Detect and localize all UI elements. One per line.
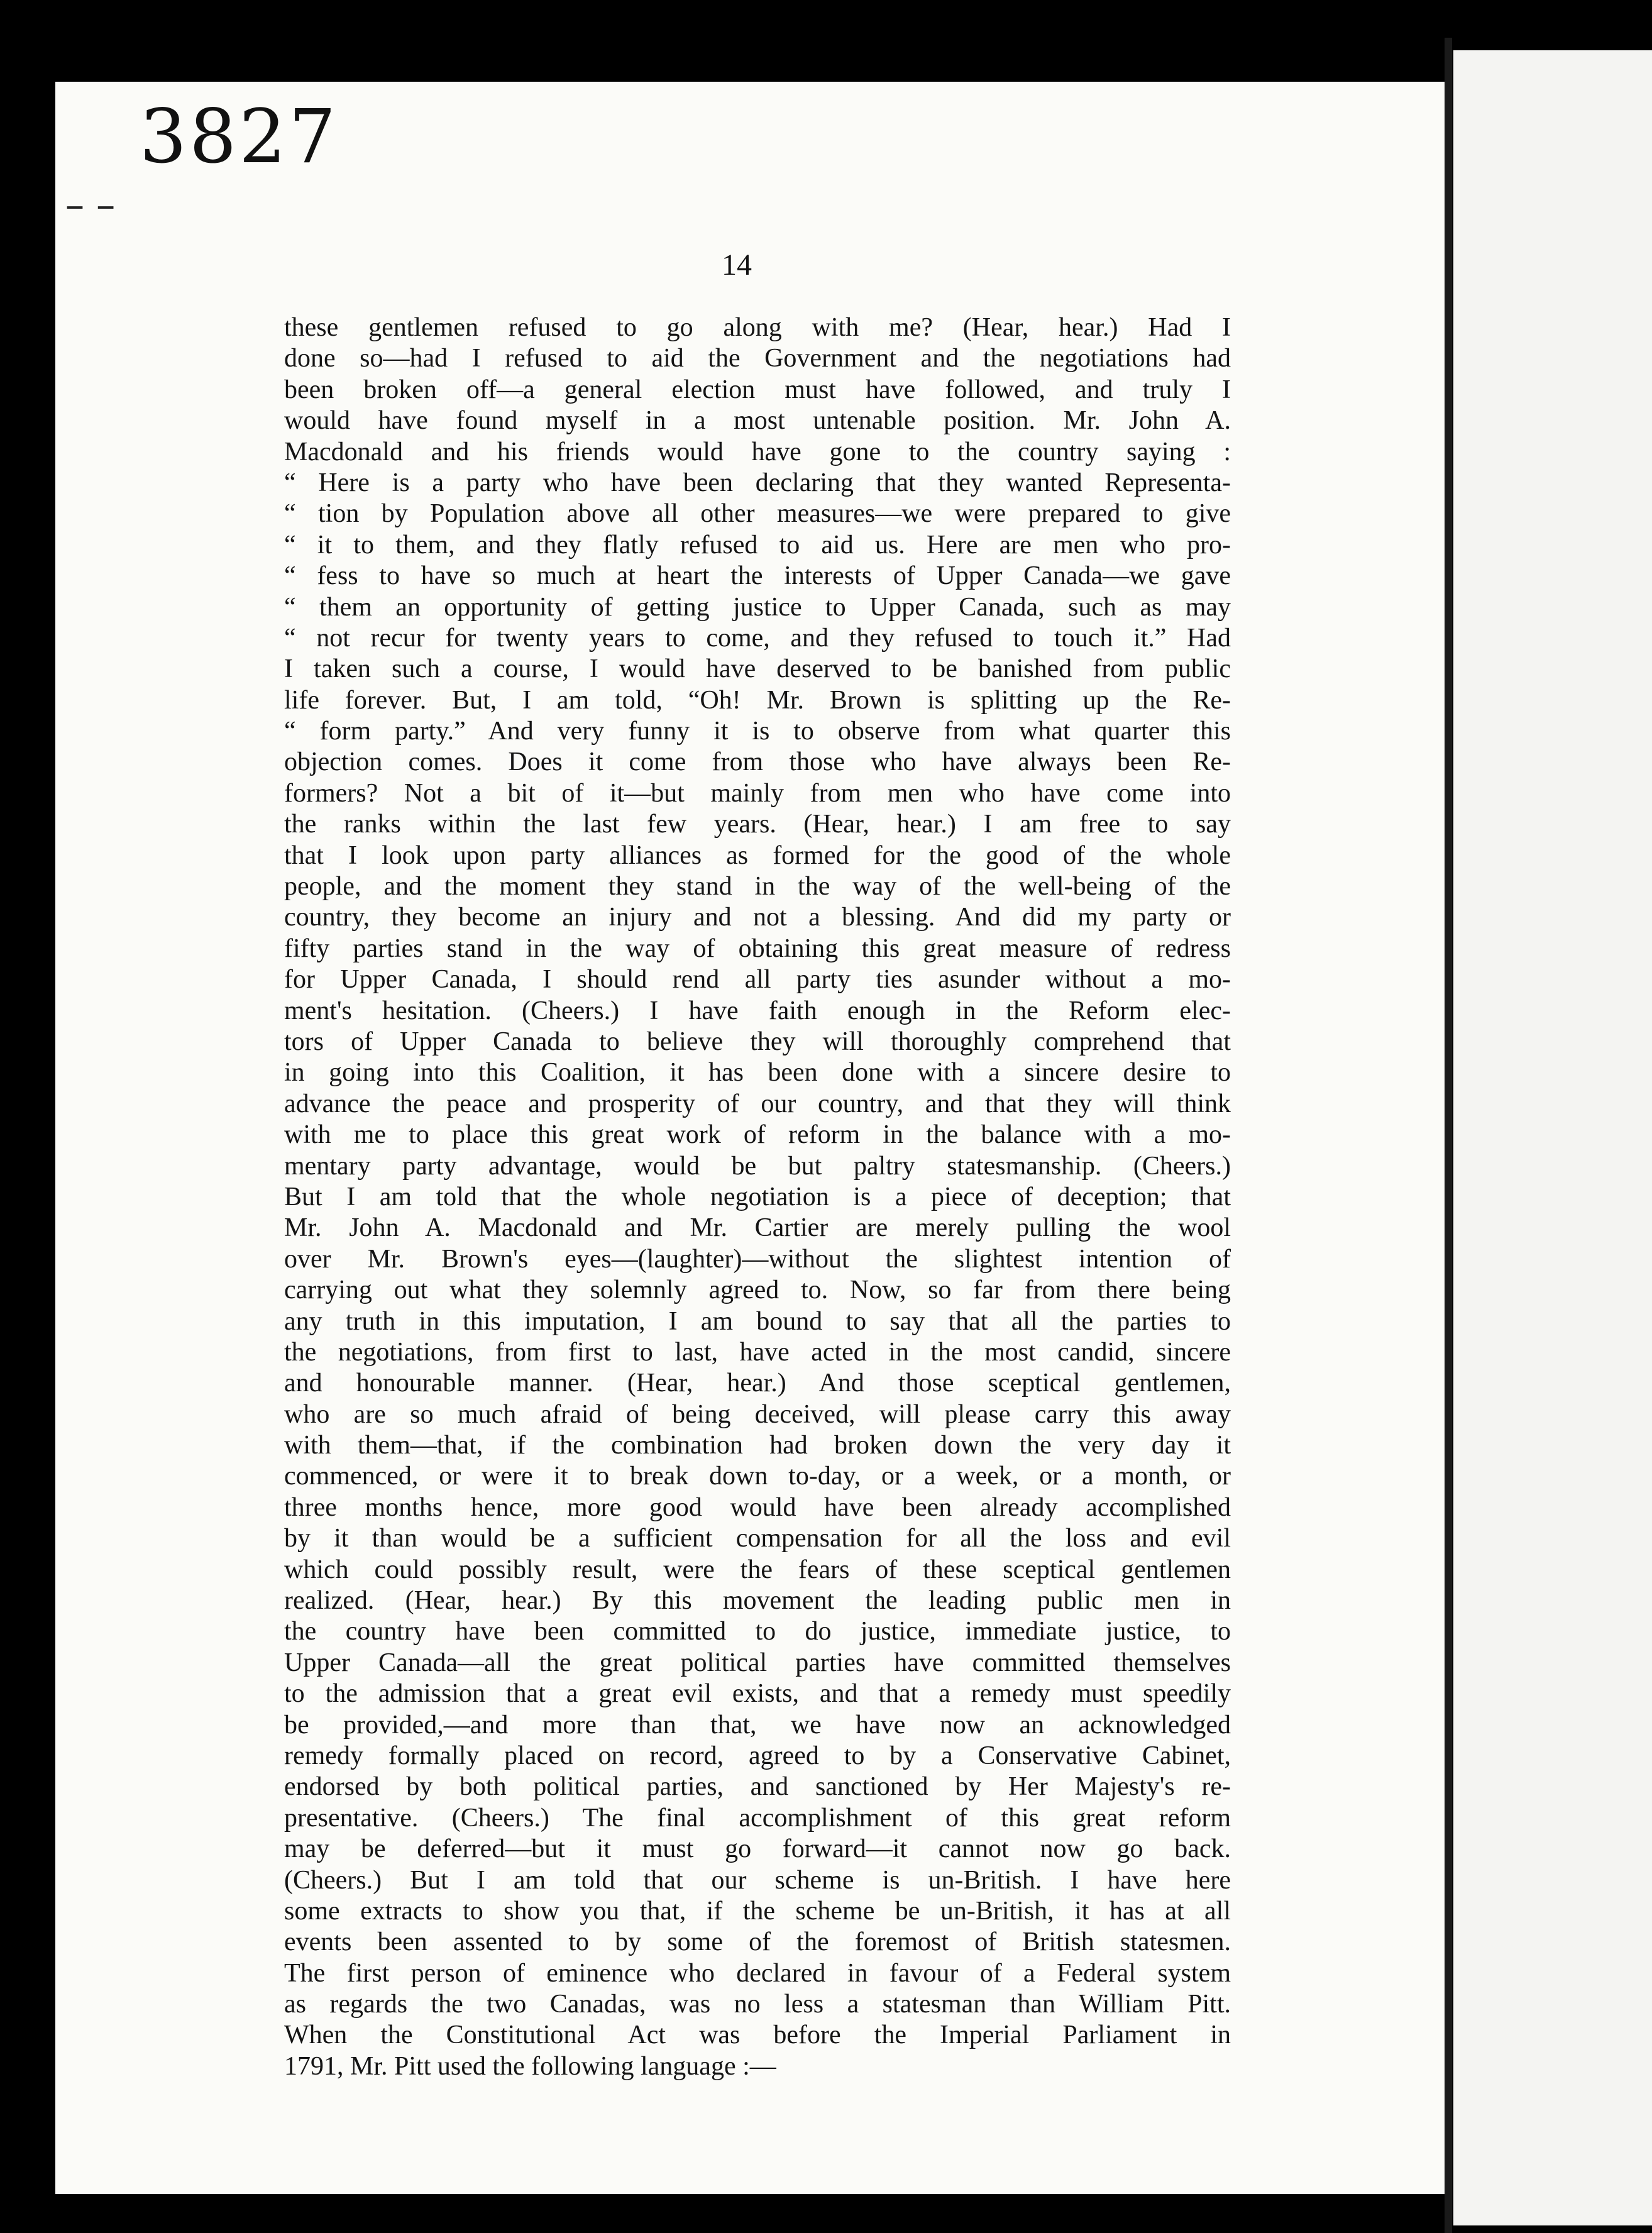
text-line: some extracts to show you that, if the scheme be un-British, it has at all: [284, 1896, 1231, 1926]
text-line: country, they become an injury and not a blessing. And did my party or: [284, 903, 1231, 932]
text-line: that I look upon party alliances as formed for the good of the whole: [284, 841, 1231, 870]
text-line: Macdonald and his friends would have gone to the country saying :: [284, 437, 1231, 466]
text-line: by it than would be a sufficient compensation for all the loss and evil: [284, 1524, 1231, 1553]
text-line: “ tion by Population above all other measures—we were prepared to give: [284, 499, 1231, 529]
text-line: ment's hesitation. (Cheers.) I have faith enough in the Reform elec-: [284, 996, 1231, 1025]
text-line: tors of Upper Canada to believe they will thoroughly comprehend that: [284, 1027, 1231, 1056]
text-line: life forever. But, I am told, “Oh! Mr. Brown is splitting up the Re-: [284, 685, 1231, 715]
text-line: been broken off—a general election must have followed, and truly I: [284, 375, 1231, 404]
text-line: in going into this Coalition, it has been done with a sincere desire to: [284, 1058, 1231, 1088]
text-line: “ them an opportunity of getting justice to Upper Canada, such as may: [284, 592, 1231, 622]
text-line: for Upper Canada, I should rend all party ties asunder without a mo-: [284, 965, 1231, 995]
text-line: “ form party.” And very funny it is to observe from what quarter this: [284, 717, 1231, 746]
text-line: would have found myself in a most untenable position. Mr. John A.: [284, 406, 1231, 436]
page-number: 14: [722, 248, 752, 282]
text-line: endorsed by both political parties, and sanctioned by Her Majesty's re-: [284, 1772, 1231, 1802]
adjacent-page-edge: [1453, 50, 1652, 2225]
text-line: commenced, or were it to break down to-day, or a week, or a month, or: [284, 1462, 1231, 1491]
text-line: be provided,—and more than that, we have now an acknowledged: [284, 1710, 1231, 1740]
text-line: (Cheers.) But I am told that our scheme is un-British. I have here: [284, 1865, 1231, 1895]
text-line: carrying out what they solemnly agreed to. Now, so far from there being: [284, 1276, 1231, 1305]
text-line: I taken such a course, I would have deserved to be banished from public: [284, 654, 1231, 684]
text-line: fifty parties stand in the way of obtaining this great measure of redress: [284, 934, 1231, 963]
text-line: “ fess to have so much at heart the interests of Upper Canada—we gave: [284, 561, 1231, 591]
text-line: realized. (Hear, hear.) By this movement the leading public men in: [284, 1586, 1231, 1616]
text-line: Upper Canada—all the great political parties have committed themselves: [284, 1648, 1231, 1677]
text-line: events been assented to by some of the foremost of British statesmen.: [284, 1927, 1231, 1957]
text-line: as regards the two Canadas, was no less a statesman than William Pitt.: [284, 1990, 1231, 2019]
text-line: 1791, Mr. Pitt used the following language :—: [284, 2051, 776, 2081]
text-line: the ranks within the last few years. (Hear, hear.) I am free to say: [284, 810, 1231, 839]
text-line: with me to place this great work of reform in the balance with a mo-: [284, 1120, 1231, 1150]
text-line: over Mr. Brown's eyes—(laughter)—without the slightest intention of: [284, 1244, 1231, 1274]
text-line: the country have been committed to do justice, immediate justice, to: [284, 1617, 1231, 1646]
text-line: When the Constitutional Act was before the Imperial Parliament in: [284, 2021, 1231, 2050]
text-line: which could possibly result, were the fears of these sceptical gentlemen: [284, 1555, 1231, 1584]
text-line: any truth in this imputation, I am bound to say that all the parties to: [284, 1306, 1231, 1336]
text-line: who are so much afraid of being deceived, will please carry this away: [284, 1399, 1231, 1429]
text-line: may be deferred—but it must go forward—it cannot now go back.: [284, 1834, 1231, 1864]
text-line: objection comes. Does it come from those who have always been Re-: [284, 747, 1231, 777]
text-line: Mr. John A. Macdonald and Mr. Cartier are merely pulling the wool: [284, 1213, 1231, 1243]
text-line: mentary party advantage, would be but paltry statesmanship. (Cheers.): [284, 1151, 1231, 1181]
body-text: [284, 312, 1231, 2082]
text-line: with them—that, if the combination had broken down the very day it: [284, 1431, 1231, 1460]
text-line: formers? Not a bit of it—but mainly from men who have come into: [284, 778, 1231, 808]
text-line: and honourable manner. (Hear, hear.) And those sceptical gentlemen,: [284, 1369, 1231, 1398]
text-line: The first person of eminence who declared in favour of a Federal system: [284, 1958, 1231, 1988]
margin-mark: – –: [65, 183, 116, 227]
text-line: “ Here is a party who have been declaring that they wanted Representa-: [284, 468, 1231, 497]
text-line: the negotiations, from first to last, have acted in the most candid, sincere: [284, 1337, 1231, 1367]
text-line: But I am told that the whole negotiation is a piece of deception; that: [284, 1182, 1231, 1211]
text-line: advance the peace and prosperity of our country, and that they will think: [284, 1089, 1231, 1118]
text-line: “ it to them, and they flatly refused to aid us. Here are men who pro-: [284, 530, 1231, 560]
text-line: three months hence, more good would have been already accomplished: [284, 1492, 1231, 1522]
text-line: done so—had I refused to aid the Government and the negotiations had: [284, 344, 1231, 373]
text-line: these gentlemen refused to go along with me? (Hear, hear.) Had I: [284, 313, 1231, 342]
text-line: “ not recur for twenty years to come, and they refused to touch it.” Had: [284, 623, 1231, 653]
page-fold-shadow: [1445, 38, 1452, 2233]
text-line: presentative. (Cheers.) The final accomplishment of this great reform: [284, 1803, 1231, 1833]
text-line: people, and the moment they stand in the way of the well-being of the: [284, 872, 1231, 901]
text-line: to the admission that a great evil exists, and that a remedy must speedily: [284, 1679, 1231, 1709]
accession-number: 3827: [140, 93, 339, 180]
text-line: remedy formally placed on record, agreed to by a Conservative Cabinet,: [284, 1741, 1231, 1770]
